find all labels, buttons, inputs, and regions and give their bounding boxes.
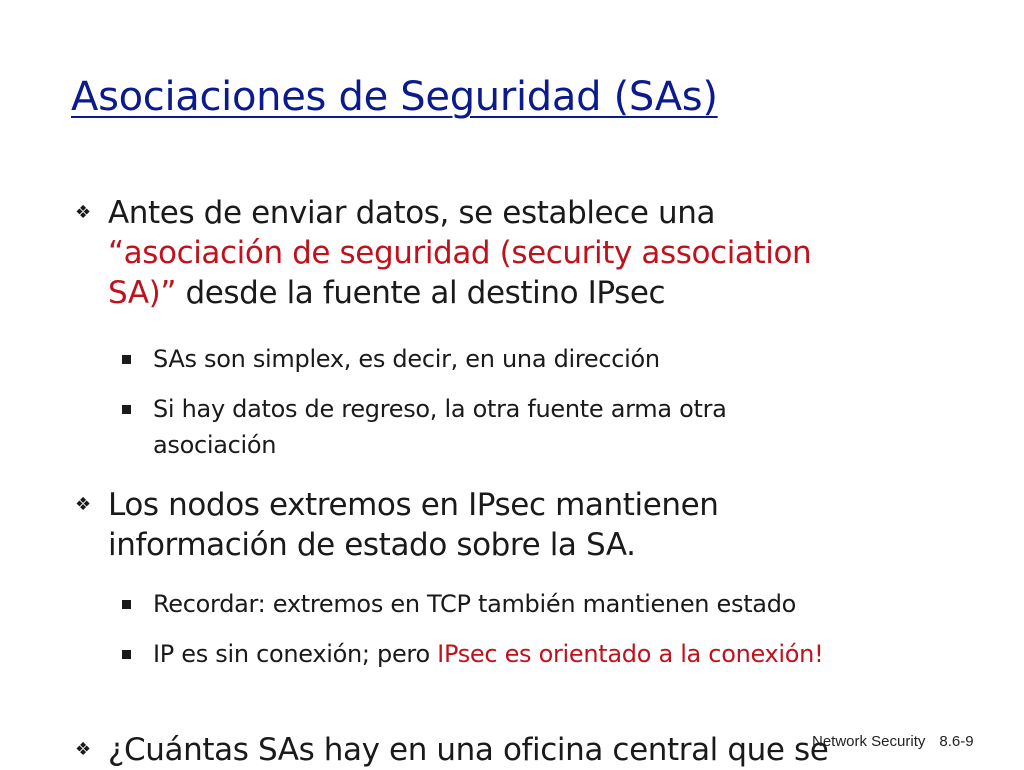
bullet-state-info	[75, 485, 808, 565]
diamond-bullet-icon: ❖	[75, 202, 91, 223]
sub-bullet-connection	[153, 636, 843, 672]
sub-bullet-simplex	[153, 341, 873, 377]
sub-bullet-tcp	[153, 586, 873, 622]
sub-bullet-text: SAs son simplex, es decir, en una dirección	[153, 345, 660, 373]
bullet-central-office	[75, 730, 908, 770]
square-bullet-icon	[122, 355, 131, 364]
square-bullet-icon	[122, 405, 131, 414]
diamond-bullet-icon: ❖	[75, 494, 91, 515]
bullet-text: Antes de enviar datos, se establece una	[108, 195, 716, 231]
bullet-security-association	[75, 193, 868, 313]
sub-bullet-highlight: IPsec es orientado a la conexión!	[437, 640, 824, 668]
square-bullet-icon	[122, 650, 131, 659]
sub-bullet-text: Si hay datos de regreso, la otra fuente arma otra asociación	[153, 395, 727, 459]
sub-bullet-text: Recordar: extremos en TCP también mantienen estado	[153, 590, 797, 618]
footer-section: Network Security	[812, 733, 926, 750]
sub-bullet-return-data	[153, 391, 843, 463]
bullet-text: Los nodos extremos en IPsec mantienen información de estado sobre la SA.	[108, 487, 719, 563]
slide-footer	[812, 733, 974, 750]
page-number: 8.6-9	[939, 733, 974, 750]
sub-bullet-text: IP es sin conexión; pero	[153, 640, 438, 668]
bullet-text: desde la fuente al destino IPsec	[176, 275, 666, 311]
bullet-highlight: “asociación de seguridad (security association SA)”	[108, 235, 812, 311]
bullet-text: ¿Cuántas SAs hay en una oficina central que se	[108, 732, 829, 768]
slide-title: Asociaciones de Seguridad (SAs)	[71, 74, 718, 120]
square-bullet-icon	[122, 600, 131, 609]
diamond-bullet-icon: ❖	[75, 739, 91, 760]
